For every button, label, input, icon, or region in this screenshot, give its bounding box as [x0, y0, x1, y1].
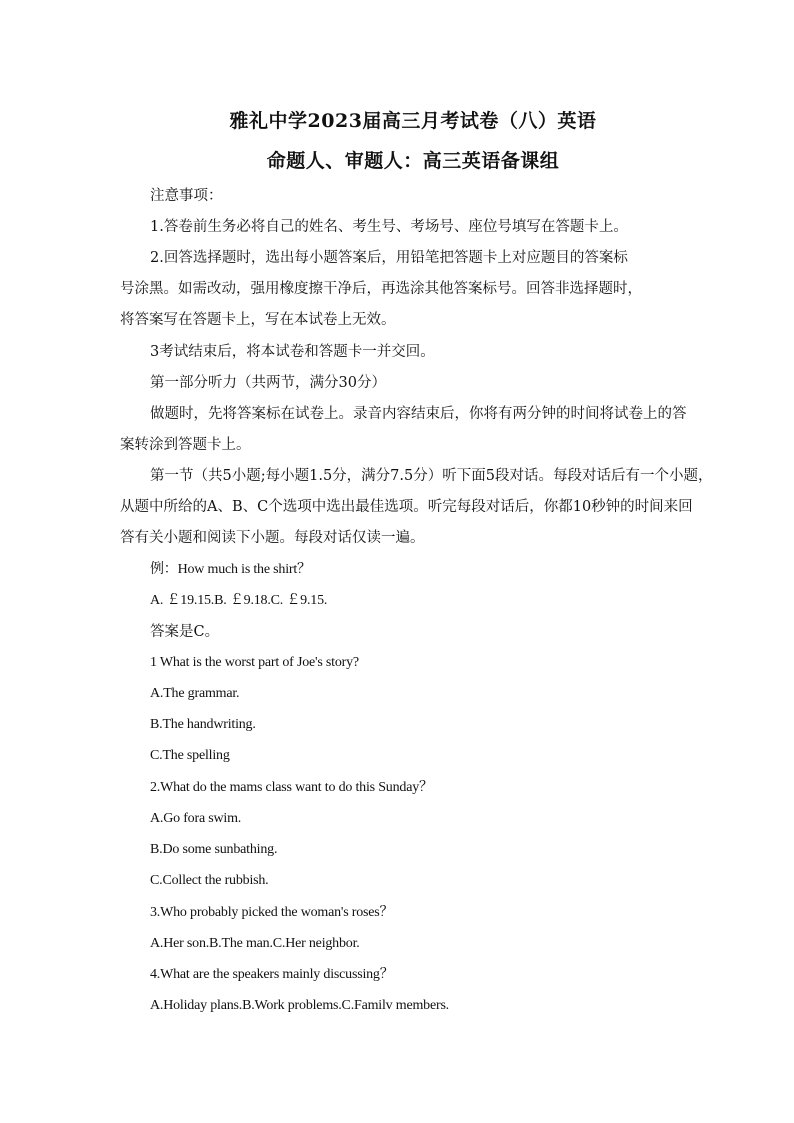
example-question: 例：How much is the shirt？ — [150, 562, 311, 577]
page-title: 雅礼中学2023届高三月考试卷（八）英语 — [229, 110, 597, 132]
part1-heading: 第一部分听力（共两节，满分30分） — [150, 375, 386, 391]
question-2: 2.What do the mams class want to do this Sunday？ — [150, 780, 433, 795]
question-3: 3.Who probably picked the woman's roses？ — [150, 905, 394, 920]
part1-instructions-line-1: 做题时，先将答案标在试卷上。录音内容结束后，你将有两分钟的时间将试卷上的答 — [150, 406, 687, 422]
example-answer: 答案是C。 — [150, 624, 220, 640]
question-3-options: A.Her son.B.The man.C.Her neighbor. — [150, 936, 360, 951]
question-1: 1 What is the worst part of Joe's story? — [150, 655, 359, 670]
notes-item-3: 3考试结束后，将本试卷和答题卡一并交回。 — [150, 344, 435, 360]
question-2-option-c: C.Collect the rubbish. — [150, 873, 269, 888]
section1-line-3: 答有关小题和阅读下小题。每段对话仅读一遍。 — [120, 530, 425, 546]
question-4-options: A.Holiday plans.B.Work problems.C.Familv members. — [150, 998, 449, 1013]
section1-line-2: 从题中所给的A、B、C个选项中选出最佳选项。听完每段对话后，你都10秒钟的时间来回 — [120, 499, 693, 515]
question-1-option-b: B.The handwriting. — [150, 717, 256, 732]
page-subtitle: 命题人、审题人：高三英语备课组 — [266, 150, 560, 172]
section1-line-1: 第一节（共5小题;每小题1.5分，满分7.5分）听下面5段对话。每段对话后有一个小题， — [150, 468, 713, 484]
question-4: 4.What are the speakers mainly discussing？ — [150, 967, 394, 982]
question-1-option-a: A.The grammar. — [150, 686, 240, 701]
notes-item-2-line-3: 将答案写在答题卡上，写在本试卷上无效。 — [120, 312, 396, 328]
exam-page — [120, 0, 713, 1123]
example-options: A. ￡19.15.B. ￡9.18.C. ￡9.15. — [150, 593, 328, 608]
question-2-option-a: A.Go fora swim. — [150, 811, 242, 826]
part1-instructions-line-2: 案转涂到答题卡上。 — [120, 437, 251, 453]
notes-item-2-line-2: 号涂黑。如需改动，强用橡度擦干净后，再选涂其他答案标号。回答非选择题时， — [120, 281, 642, 297]
notes-item-1: 1.答卷前生务必将自己的姓名、考生号、考场号、座位号填写在答题卡上。 — [150, 219, 628, 235]
notes-item-2-line-1: 2.回答选择题时，选出每小题答案后，用铅笔把答题卡上对应题目的答案标 — [150, 250, 628, 266]
question-1-option-c: C.The spelling — [150, 748, 230, 763]
question-2-option-b: B.Do some sunbathing. — [150, 842, 278, 857]
notes-heading: 注意事项： — [150, 188, 223, 204]
